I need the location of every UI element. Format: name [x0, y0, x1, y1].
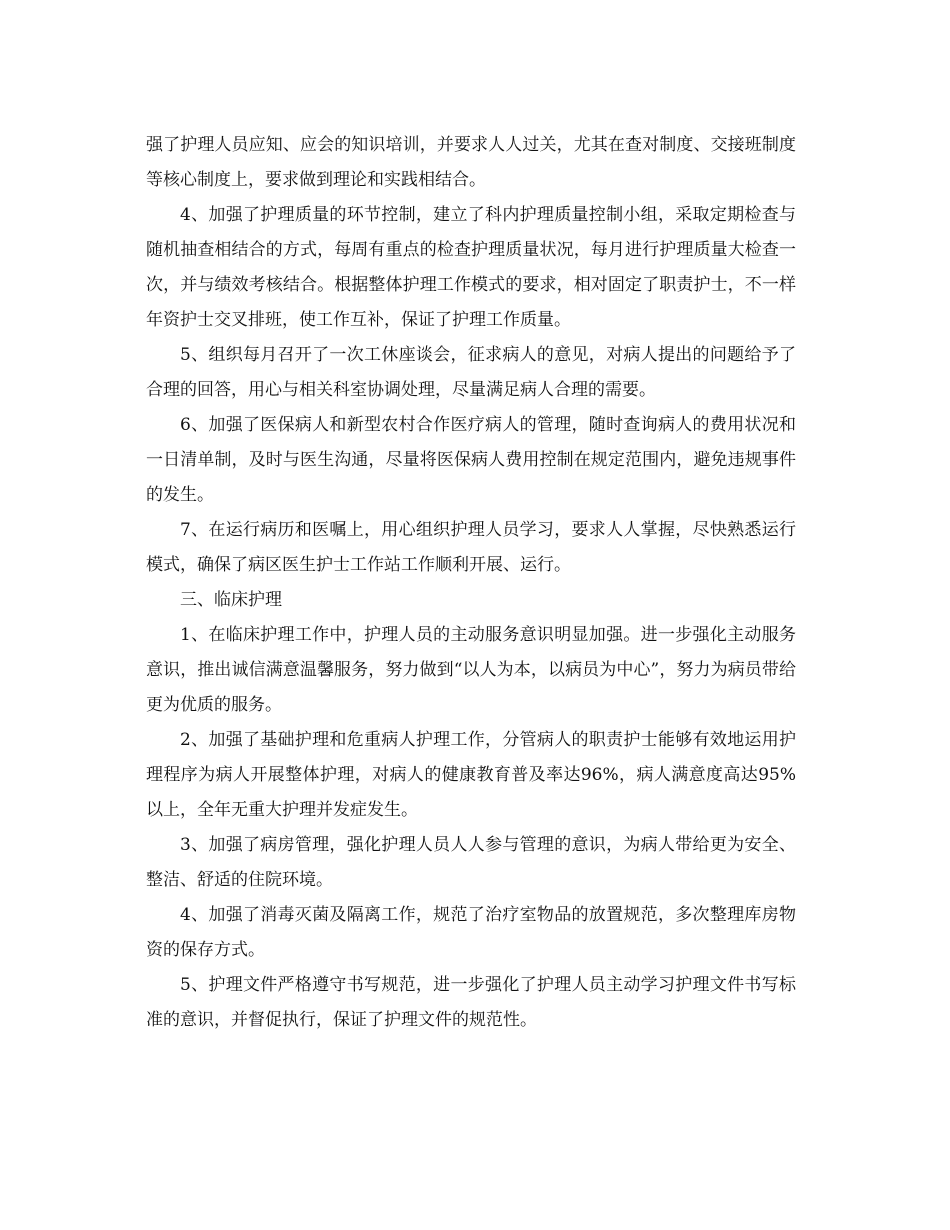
paragraph-clinical-1: 1、在临床护理工作中，护理人员的主动服务意识明显加强。进一步强化主动服务意识，推出诚信满意温馨服务，努力做到“以人为本，以病员为中心”，努力为病员带给更为优质的服务。 [146, 625, 796, 715]
paragraph-clinical-4: 4、加强了消毒灭菌及隔离工作，规范了治疗室物品的放置规范，多次整理库房物资的保存方式。 [146, 905, 796, 960]
paragraph-clinical-5: 5、护理文件严格遵守书写规范，进一步强化了护理人员主动学习护理文件书写标准的意识，并督促执行，保证了护理文件的规范性。 [146, 975, 796, 1030]
paragraph-item-7-records: 7、在运行病历和医嘱上，用心组织护理人员学习，要求人人掌握，尽快熟悉运行模式，确保了病区医生护士工作站工作顺利开展、运行。 [146, 520, 796, 575]
paragraph-clinical-3: 3、加强了病房管理，强化护理人员人人参与管理的意识，为病人带给更为安全、整洁、舒适的住院环境。 [146, 835, 796, 890]
paragraph-item-4-quality-control: 4、加强了护理质量的环节控制，建立了科内护理质量控制小组，采取定期检查与随机抽查相结合的方式，每周有重点的检查护理质量状况，每月进行护理质量大检查一次，并与绩效考核结合。根据整体护理工作模式的要求，相对固定了职责护士，不一样年资护士交叉排班，使工作互补，保证了护理工作质量。 [146, 205, 796, 330]
document-body [146, 128, 796, 1038]
paragraph-item-6-insurance: 6、加强了医保病人和新型农村合作医疗病人的管理，随时查询病人的费用状况和一日清单制，及时与医生沟通，尽量将医保病人费用控制在规定范围内，避免违规事件的发生。 [146, 415, 796, 505]
paragraph-continuation: 强了护理人员应知、应会的知识培训，并要求人人过关，尤其在查对制度、交接班制度等核心制度上，要求做到理论和实践相结合。 [146, 135, 796, 190]
paragraph-clinical-2: 2、加强了基础护理和危重病人护理工作，分管病人的职责护士能够有效地运用护理程序为病人开展整体护理，对病人的健康教育普及率达96%，病人满意度高达95%以上，全年无重大护理并发症发生。 [146, 730, 796, 820]
paragraph-item-5-forum: 5、组织每月召开了一次工休座谈会，征求病人的意见，对病人提出的问题给予了合理的回答，用心与相关科室协调处理，尽量满足病人合理的需要。 [146, 345, 796, 400]
section-heading-clinical-nursing: 三、临床护理 [180, 590, 282, 610]
